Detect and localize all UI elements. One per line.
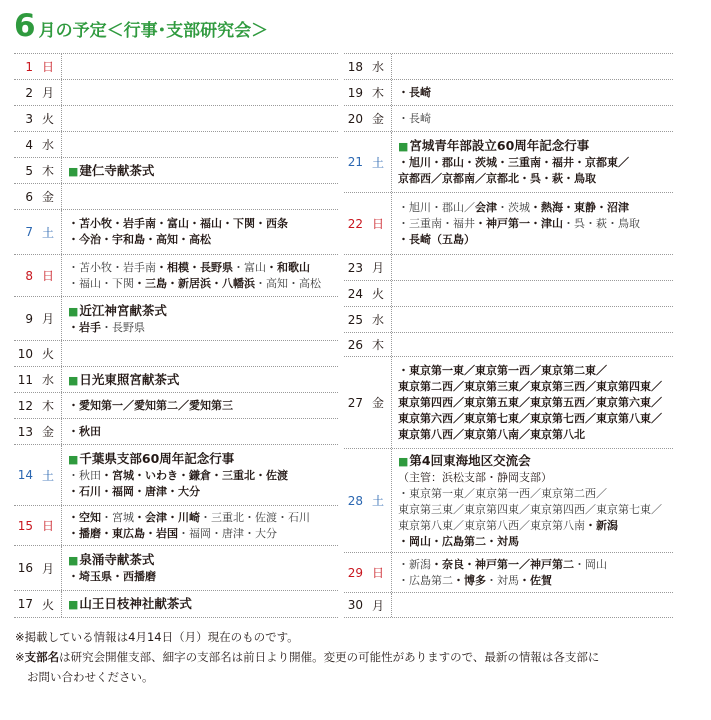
day-cell xyxy=(14,546,62,590)
branch-list-line xyxy=(68,526,338,542)
weekday-label: 火 xyxy=(42,347,55,361)
branch-list-line xyxy=(68,468,338,484)
day-number: 4 xyxy=(25,137,33,152)
branch-name-bold: ・神戸第一・津山 xyxy=(475,216,563,230)
branch-name-bold: ・三島・新居浜・八幡浜 xyxy=(134,276,255,290)
day-number: 6 xyxy=(25,189,33,204)
branch-name-thin: ・高知・高松 xyxy=(255,276,321,290)
branch-list-line xyxy=(68,216,338,232)
branch-name-thin: ・秋田 xyxy=(68,469,101,482)
schedule-row-day-26 xyxy=(344,333,673,357)
weekday-label: 金 xyxy=(42,190,55,204)
day-cell xyxy=(14,341,62,366)
weekday-label: 日 xyxy=(42,519,55,533)
branch-name-bold: ・熱海・東静・沼津 xyxy=(530,200,629,214)
day-cell xyxy=(344,593,392,617)
title-month: 6 xyxy=(14,8,36,44)
weekday-label: 月 xyxy=(42,561,55,576)
branch-name-thin: ・長崎 xyxy=(398,111,431,125)
branch-name-bold: ・秋田 xyxy=(68,424,101,438)
day-content xyxy=(62,546,338,590)
day-number: 23 xyxy=(347,260,363,275)
day-content xyxy=(62,210,338,254)
branch-name-bold: ・会津・川崎 xyxy=(134,510,200,524)
schedule-row-day-19 xyxy=(344,80,673,106)
schedule-row-day-16 xyxy=(14,546,338,591)
schedule-row-day-18 xyxy=(344,54,673,80)
day-cell xyxy=(14,210,62,254)
day-content xyxy=(392,449,673,552)
schedule-column-left xyxy=(14,53,338,618)
day-cell xyxy=(344,307,392,332)
schedule-row-day-20 xyxy=(344,106,673,132)
branch-name-bold: ・播磨・東広島・岩国 xyxy=(68,526,178,540)
square-bullet-icon: ■ xyxy=(68,164,79,178)
day-number: 10 xyxy=(17,346,33,361)
branch-list-line xyxy=(398,171,673,187)
branch-name-thin: 東京第三東／東京第四東／東京第四西／東京第七東／ xyxy=(398,502,662,516)
branch-list-line xyxy=(68,276,338,292)
weekday-label: 土 xyxy=(372,494,385,508)
branch-name-bold: ・今治・宇和島・高知・高松 xyxy=(68,233,211,246)
branch-name-bold: ・奈良・神戸第一／神戸第二 xyxy=(431,557,574,571)
day-cell xyxy=(344,281,392,306)
footnote-mark: ※ xyxy=(15,650,25,664)
schedule-row-day-3 xyxy=(14,106,338,132)
event-line xyxy=(398,137,673,155)
branch-name-thin: ・岡山 xyxy=(574,557,607,571)
weekday-label: 日 xyxy=(42,269,55,283)
branch-list-line xyxy=(68,320,338,336)
event-line xyxy=(398,452,673,470)
day-number: 30 xyxy=(347,598,363,612)
branch-name-bold: ・相模・長野県 xyxy=(156,260,233,274)
day-number: 3 xyxy=(25,111,33,126)
branch-name-thin: ・長野県 xyxy=(101,320,145,334)
event-line xyxy=(68,371,338,389)
day-cell xyxy=(14,297,62,340)
day-cell xyxy=(14,419,62,444)
branch-name-thin: ・宮城 xyxy=(101,510,134,524)
branch-list-line xyxy=(398,216,673,232)
schedule-row-day-2 xyxy=(14,80,338,106)
footnote-legend-cont-text: お問い合わせください。 xyxy=(27,670,154,684)
branch-name-bold: ・岡山・広島第二・対馬 xyxy=(398,534,519,548)
branch-list-line xyxy=(398,200,673,216)
day-number: 25 xyxy=(347,312,363,327)
branch-name-bold: 京都西／京都南／京都北・呉・萩・鳥取 xyxy=(398,172,596,185)
branch-name-thin: ・呉・萩・鳥取 xyxy=(563,216,640,230)
schedule-row-day-1 xyxy=(14,54,338,80)
schedule-row-day-27 xyxy=(344,357,673,449)
branch-name-bold: ・長崎 xyxy=(398,85,431,99)
day-cell xyxy=(14,367,62,392)
weekday-label: 月 xyxy=(42,86,55,100)
day-cell xyxy=(14,255,62,296)
day-cell xyxy=(344,106,392,131)
square-bullet-icon: ■ xyxy=(68,373,79,387)
day-number: 8 xyxy=(25,268,33,283)
branch-list-line xyxy=(68,510,338,526)
day-cell xyxy=(14,132,62,157)
branch-name-bold: ・苫小牧・岩手南・富山・福山・下関・西条 xyxy=(68,217,288,230)
branch-name-thin: ・東京第一東／東京第一西／東京第二西／ xyxy=(398,486,607,500)
day-content xyxy=(62,255,338,296)
schedule-row-day-5 xyxy=(14,158,338,184)
day-content xyxy=(62,506,338,545)
schedule-row-day-21 xyxy=(344,132,673,193)
day-content xyxy=(392,553,673,592)
day-cell xyxy=(344,357,392,448)
day-number: 15 xyxy=(17,518,33,533)
branch-name-bold: ・東京第一東／東京第一西／東京第二東／ xyxy=(398,363,607,377)
weekday-label: 水 xyxy=(372,60,385,74)
branch-name-thin: ・三重北・佐渡・石川 xyxy=(200,510,310,524)
day-cell xyxy=(14,80,62,105)
weekday-label: 土 xyxy=(42,225,55,240)
day-number: 17 xyxy=(17,597,33,611)
day-content xyxy=(62,297,338,340)
weekday-label: 木 xyxy=(42,164,55,178)
day-number: 20 xyxy=(347,111,363,126)
weekday-label: 日 xyxy=(372,217,385,231)
day-number: 13 xyxy=(17,424,33,439)
square-bullet-icon: ■ xyxy=(398,454,409,468)
schedule-row-day-12 xyxy=(14,393,338,419)
footnote-legend-continued xyxy=(15,667,705,687)
square-bullet-icon: ■ xyxy=(68,598,79,611)
event-title: 建仁寺献茶式 xyxy=(79,162,155,178)
branch-list-line xyxy=(68,398,338,414)
day-content xyxy=(62,367,338,392)
day-content xyxy=(62,54,338,79)
day-number: 1 xyxy=(25,59,33,74)
branch-name-thin: ・対馬 xyxy=(486,573,519,587)
day-content xyxy=(392,307,673,332)
branch-list-line xyxy=(68,260,338,276)
branch-list-line xyxy=(398,232,673,248)
branch-name-bold: ・石川・福岡・唐津・大分 xyxy=(68,485,200,498)
footnote-legend-text: は研究会開催支部、細字の支部名は前日より開催。変更の可能性がありますので、最新の情報は各支部に xyxy=(59,650,600,664)
schedule-row-day-7 xyxy=(14,210,338,255)
footnotes xyxy=(15,627,705,687)
day-content xyxy=(392,106,673,131)
branch-name-bold: ・愛知第一／愛知第二／愛知第三 xyxy=(68,398,233,412)
schedule-row-day-30 xyxy=(344,593,673,618)
day-number: 24 xyxy=(347,286,363,301)
branch-list-line xyxy=(398,395,673,411)
branch-name-bold: 会津 xyxy=(475,200,497,214)
weekday-label: 火 xyxy=(42,112,55,126)
branch-name-bold: ・長崎（五島） xyxy=(398,232,475,246)
event-line xyxy=(68,551,338,569)
branch-list-line xyxy=(68,232,338,248)
day-cell xyxy=(344,193,392,254)
weekday-label: 火 xyxy=(372,287,385,301)
branch-name-bold: ・博多 xyxy=(453,573,486,587)
branch-name-bold: ・埼玉県・西播磨 xyxy=(68,570,156,583)
title-text: 月の予定＜行事･支部研究会＞ xyxy=(38,21,269,41)
branch-list-line xyxy=(398,502,673,518)
branch-list-line xyxy=(68,424,338,440)
schedule-column-right xyxy=(344,53,673,618)
event-line xyxy=(68,450,338,468)
day-cell xyxy=(344,553,392,592)
schedule-row-day-22 xyxy=(344,193,673,255)
day-cell xyxy=(344,132,392,192)
weekday-label: 金 xyxy=(372,396,385,410)
day-number: 12 xyxy=(17,398,33,413)
weekday-label: 土 xyxy=(372,155,385,170)
branch-name-thin: ・富山 xyxy=(233,260,266,274)
event-line xyxy=(68,162,338,180)
day-number: 2 xyxy=(25,85,33,100)
day-number: 9 xyxy=(25,311,33,326)
schedule-row-day-23 xyxy=(344,255,673,281)
day-number: 29 xyxy=(347,565,363,580)
day-cell xyxy=(344,449,392,552)
schedule-row-day-14 xyxy=(14,445,338,506)
branch-name-thin: ・広島第二 xyxy=(398,573,453,587)
weekday-label: 水 xyxy=(42,138,55,152)
branch-list-line xyxy=(68,569,338,585)
weekday-label: 木 xyxy=(372,338,385,352)
branch-list-line xyxy=(398,379,673,395)
footnote-legend xyxy=(15,647,705,667)
branch-list-line xyxy=(398,534,673,550)
day-content xyxy=(62,393,338,418)
day-cell xyxy=(344,333,392,356)
footnote-date-text: ※掲載している情報は4月14日（月）現在のものです。 xyxy=(15,630,299,644)
day-content xyxy=(392,593,673,617)
schedule-row-day-10 xyxy=(14,341,338,367)
branch-list-line xyxy=(398,411,673,427)
weekday-label: 土 xyxy=(42,468,55,483)
day-content xyxy=(62,184,338,209)
day-content xyxy=(62,591,338,617)
branch-name-bold: ・和歌山 xyxy=(266,260,310,274)
branch-name-thin: ・三重南・福井 xyxy=(398,216,475,230)
event-title: 山王日枝神社献茶式 xyxy=(79,596,192,611)
branch-name-thin: ・福岡・唐津・大分 xyxy=(178,526,277,540)
day-cell xyxy=(14,106,62,131)
branch-list-line xyxy=(398,155,673,171)
weekday-label: 日 xyxy=(42,60,55,74)
branch-list-line xyxy=(398,111,673,127)
day-content xyxy=(62,158,338,183)
branch-name-bold: ・岩手 xyxy=(68,320,101,334)
branch-name-bold: 東京第二西／東京第三東／東京第三西／東京第四東／ xyxy=(398,379,662,393)
day-content xyxy=(392,281,673,306)
event-host-note: （主管：浜松支部・静岡支部） xyxy=(398,470,552,484)
day-number: 14 xyxy=(17,468,33,482)
weekday-label: 木 xyxy=(372,86,385,100)
day-cell xyxy=(344,80,392,105)
day-content xyxy=(392,132,673,192)
branch-name-thin: ・新潟 xyxy=(398,557,431,571)
day-number: 22 xyxy=(347,216,363,231)
branch-name-bold: ・佐賀 xyxy=(519,573,552,587)
day-number: 16 xyxy=(17,561,33,575)
branch-list-line xyxy=(398,486,673,502)
day-content xyxy=(392,255,673,280)
square-bullet-icon: ■ xyxy=(398,140,409,153)
day-cell xyxy=(14,393,62,418)
day-cell xyxy=(14,54,62,79)
day-number: 18 xyxy=(347,59,363,74)
weekday-label: 水 xyxy=(372,313,385,327)
weekday-label: 水 xyxy=(42,373,55,387)
event-title: 宮城青年部設立60周年記念行事 xyxy=(409,138,590,153)
square-bullet-icon: ■ xyxy=(68,304,79,318)
day-content xyxy=(392,193,673,254)
branch-name-bold: ・旭川・郡山・茨城・三重南・福井・京都東／ xyxy=(398,156,629,169)
day-cell xyxy=(14,158,62,183)
day-content xyxy=(62,341,338,366)
day-number: 5 xyxy=(25,163,33,178)
day-number: 19 xyxy=(347,85,363,100)
event-title: 千葉県支部60周年記念行事 xyxy=(79,451,235,466)
branch-list-line xyxy=(398,557,673,573)
weekday-label: 月 xyxy=(42,312,55,326)
branch-name-bold: ・宮城・いわき・鎌倉・三重北・佐渡 xyxy=(101,469,288,482)
day-cell xyxy=(344,255,392,280)
day-content xyxy=(62,80,338,105)
branch-list-line xyxy=(68,484,338,500)
weekday-label: 金 xyxy=(42,425,55,439)
branch-name-thin: ・茨城 xyxy=(497,200,530,214)
day-number: 27 xyxy=(347,395,363,410)
event-line xyxy=(68,595,338,613)
footnote-date xyxy=(15,627,705,647)
weekday-label: 月 xyxy=(372,598,385,613)
day-content xyxy=(392,54,673,79)
schedule-row-day-4 xyxy=(14,132,338,158)
schedule-row-day-8 xyxy=(14,255,338,297)
day-cell xyxy=(344,54,392,79)
day-number: 11 xyxy=(17,372,33,387)
branch-name-bold: 東京第四西／東京第五東／東京第五西／東京第六東／ xyxy=(398,395,662,409)
schedule-row-day-25 xyxy=(344,307,673,333)
day-cell xyxy=(14,184,62,209)
day-cell xyxy=(14,506,62,545)
event-title: 第4回東海地区交流会 xyxy=(409,452,531,468)
branch-name-bold: ・空知 xyxy=(68,510,101,524)
schedule-row-day-17 xyxy=(14,591,338,618)
weekday-label: 火 xyxy=(42,597,55,612)
branch-list-line xyxy=(398,573,673,589)
weekday-label: 木 xyxy=(42,399,55,413)
weekday-label: 日 xyxy=(372,566,385,580)
branch-name-thin: ・旭川・郡山／ xyxy=(398,200,475,214)
day-cell xyxy=(14,591,62,617)
day-content xyxy=(62,445,338,505)
schedule-row-day-11 xyxy=(14,367,338,393)
branch-name-thin: 東京第八東／東京第八西／東京第八南 xyxy=(398,518,585,532)
branch-list-line xyxy=(398,363,673,379)
schedule-row-day-9 xyxy=(14,297,338,341)
square-bullet-icon: ■ xyxy=(68,554,79,567)
day-content xyxy=(62,106,338,131)
day-content xyxy=(62,132,338,157)
schedule-row-day-28 xyxy=(344,449,673,553)
branch-name-bold: ・新潟 xyxy=(585,518,618,532)
day-number: 26 xyxy=(347,337,363,352)
footnote-bold-term: 支部名 xyxy=(24,650,60,664)
schedule-row-day-24 xyxy=(344,281,673,307)
weekday-label: 金 xyxy=(372,112,385,126)
schedule-row-day-15 xyxy=(14,506,338,546)
day-content xyxy=(62,419,338,444)
day-number: 28 xyxy=(347,493,363,508)
square-bullet-icon: ■ xyxy=(68,453,79,466)
branch-list-line xyxy=(398,85,673,101)
event-title: 近江神宮献茶式 xyxy=(79,302,167,318)
schedule-row-day-29 xyxy=(344,553,673,593)
branch-list-line xyxy=(398,427,673,443)
schedule-row-day-13 xyxy=(14,419,338,445)
branch-name-thin: ・福山・下関 xyxy=(68,276,134,290)
day-number: 7 xyxy=(25,225,33,239)
branch-name-bold: 東京第八西／東京第八南／東京第八北 xyxy=(398,427,585,441)
day-content xyxy=(392,357,673,448)
branch-list-line xyxy=(398,518,673,534)
weekday-label: 月 xyxy=(372,261,385,275)
event-title: 日光東照宮献茶式 xyxy=(79,371,180,387)
branch-name-bold: 東京第六西／東京第七東／東京第七西／東京第八東／ xyxy=(398,411,662,425)
branch-name-thin: ・苫小牧・岩手南 xyxy=(68,260,156,274)
day-number: 21 xyxy=(347,155,363,169)
day-cell xyxy=(14,445,62,505)
schedule-row-day-6 xyxy=(14,184,338,210)
event-title: 泉涌寺献茶式 xyxy=(79,552,155,567)
event-line xyxy=(68,302,338,320)
day-content xyxy=(392,80,673,105)
page-title xyxy=(14,6,268,51)
day-content xyxy=(392,333,673,356)
